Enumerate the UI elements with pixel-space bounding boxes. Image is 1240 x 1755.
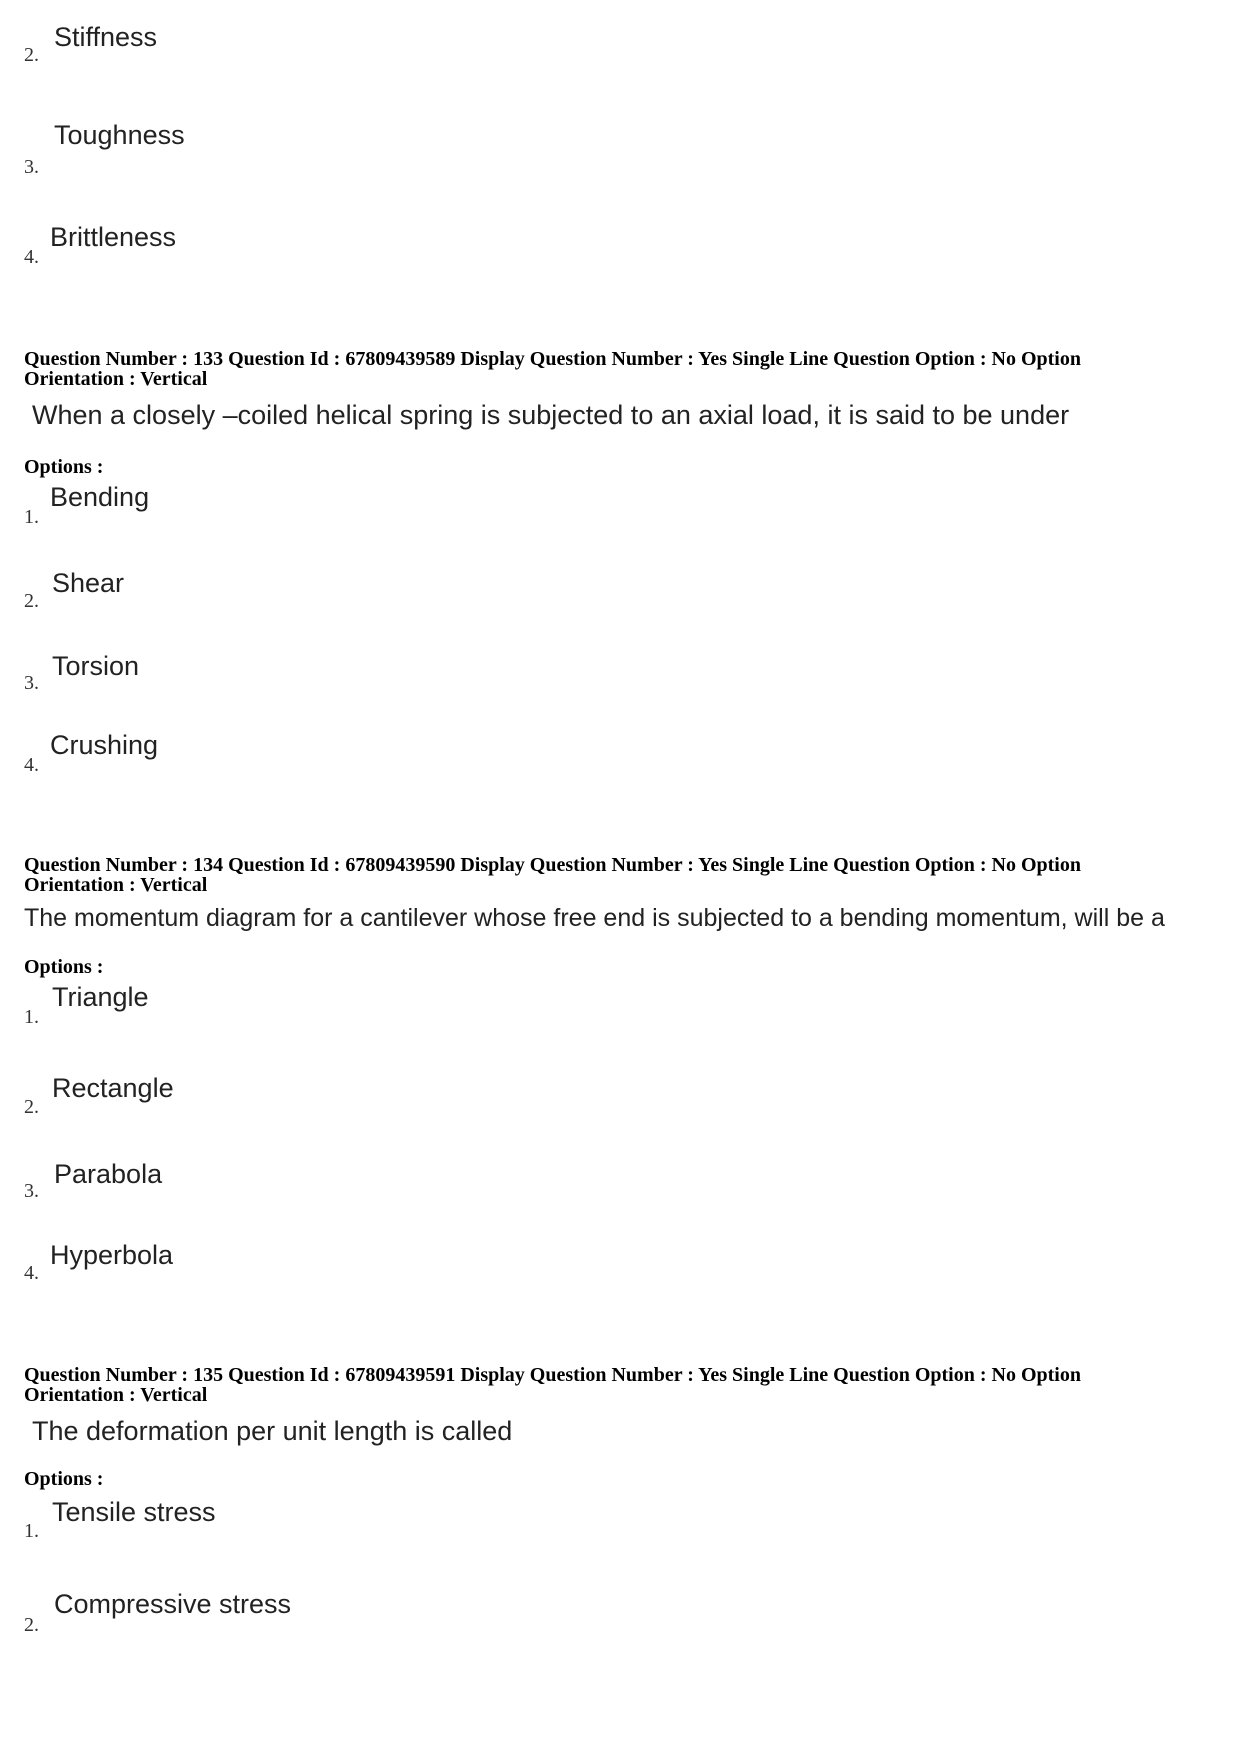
question-meta-line2: Orientation : Vertical <box>24 1384 208 1406</box>
options-label: Options : <box>24 956 104 978</box>
option-text: Tensile stress <box>52 1497 216 1527</box>
option-number: 3. <box>24 156 39 178</box>
option-number: 3. <box>24 1180 39 1202</box>
option-text: Triangle <box>52 982 149 1012</box>
option-number: 3. <box>24 672 39 694</box>
option-text: Shear <box>52 568 125 598</box>
question-meta-line2: Orientation : Vertical <box>24 368 208 390</box>
option-number: 4. <box>24 246 39 268</box>
question-text: When a closely –coiled helical spring is subjected to an axial load, it is said to be under <box>32 400 1070 430</box>
option-number: 1. <box>24 1520 39 1542</box>
option-number: 1. <box>24 506 39 528</box>
option-text: Parabola <box>54 1159 163 1189</box>
options-label: Options : <box>24 1468 104 1490</box>
option-text: Hyperbola <box>50 1240 174 1270</box>
question-meta-line1: Question Number : 133 Question Id : 67809439589 Display Question Number : Yes Single Line Question Option : No Option <box>24 348 1081 370</box>
option-text: Brittleness <box>50 222 177 252</box>
option-number: 1. <box>24 1006 39 1028</box>
question-meta-line2: Orientation : Vertical <box>24 874 208 896</box>
option-number: 4. <box>24 1262 39 1284</box>
option-number: 4. <box>24 754 39 776</box>
option-text: Toughness <box>54 120 185 150</box>
question-meta-line1: Question Number : 135 Question Id : 67809439591 Display Question Number : Yes Single Line Question Option : No Option <box>24 1364 1081 1386</box>
question-meta-line1: Question Number : 134 Question Id : 67809439590 Display Question Number : Yes Single Line Question Option : No Option <box>24 854 1081 876</box>
option-text: Crushing <box>50 730 159 760</box>
option-number: 2. <box>24 1614 39 1636</box>
option-text: Stiffness <box>54 22 158 52</box>
option-text: Torsion <box>52 651 140 681</box>
question-text: The momentum diagram for a cantilever whose free end is subjected to a bending momentum, will be a <box>24 904 1165 932</box>
option-number: 2. <box>24 590 39 612</box>
option-text: Bending <box>50 482 150 512</box>
option-number: 2. <box>24 1096 39 1118</box>
option-number: 2. <box>24 44 39 66</box>
options-label: Options : <box>24 456 104 478</box>
question-text: The deformation per unit length is called <box>32 1416 513 1446</box>
option-text: Rectangle <box>52 1073 174 1103</box>
option-text: Compressive stress <box>54 1589 292 1619</box>
